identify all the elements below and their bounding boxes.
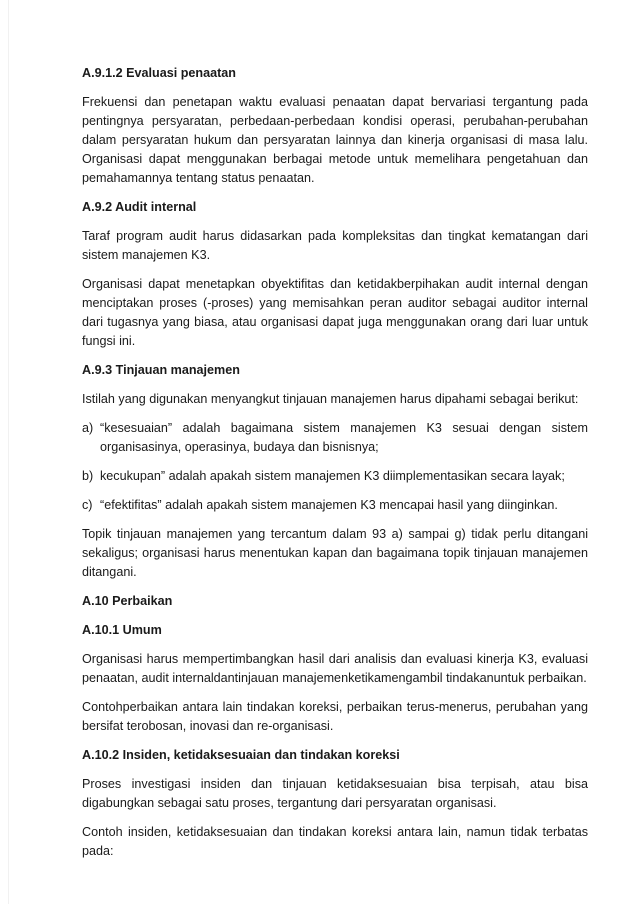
paragraph-istilah: Istilah yang digunakan menyangkut tinjauan manajemen harus dipahami sebagai berikut:	[82, 392, 579, 406]
list-item	[82, 467, 588, 486]
paragraph-contoh-perbaikan: Contohperbaikan antara lain tindakan koreksi, perbaikan terus-menerus, perubahan yang bersifat terobosan, inovasi dan re-organisasi.	[82, 700, 588, 733]
page-content	[82, 64, 588, 871]
list-marker: a)	[82, 421, 94, 435]
list-item	[82, 419, 588, 457]
list-marker: c)	[82, 498, 93, 512]
list-marker: b)	[82, 469, 94, 483]
paragraph-evaluasi-penaatan: Frekuensi dan penetapan waktu evaluasi penaatan dapat bervariasi tergantung pada pentingnya persyaratan, perbedaan-perbedaan kondisi operasi, perubahan-perubahan dalam persyaratan hukum dan persyaratan lainnya dan kinerja organisasi di masa lalu. Organisasi dapat menggunakan berbagai metode untuk memelihara pengetahuan dan pemahamannya tentang status penaatan.	[82, 95, 588, 185]
list-text: “efektifitas” adalah apakah sistem manajemen K3 mencapai hasil yang diinginkan.	[100, 498, 558, 512]
page-edge	[8, 0, 9, 904]
heading-a-10: A.10 Perbaikan	[82, 594, 173, 608]
list-item	[82, 496, 588, 515]
paragraph-contoh-insiden: Contoh insiden, ketidaksesuaian dan tindakan koreksi antara lain, namun tidak terbatas pada:	[82, 825, 588, 858]
heading-a-9-1-2: A.9.1.2 Evaluasi penaatan	[82, 66, 236, 80]
heading-a-9-3: A.9.3 Tinjauan manajemen	[82, 363, 240, 377]
paragraph-audit-obyektifitas: Organisasi dapat menetapkan obyektifitas dan ketidakberpihakan audit internal dengan menciptakan proses (-proses) yang memisahkan peran auditor sebagai auditor internal dari tugasnya yang biasa, atau organisasi dapat juga menggunakan orang dari luar untuk fungsi ini.	[82, 277, 588, 348]
paragraph-topik-tinjauan: Topik tinjauan manajemen yang tercantum dalam 93 a) sampai g) tidak perlu ditangani sekaligus; organisasi harus menentukan kapan dan bagaimana topik tinjauan manajemen ditangani.	[82, 527, 588, 579]
list-text: kecukupan” adalah apakah sistem manajemen K3 diimplementasikan secara layak;	[100, 469, 565, 483]
paragraph-perbaikan-umum: Organisasi harus mempertimbangkan hasil dari analisis dan evaluasi kinerja K3, evaluasi penaatan, audit internaldantinjauan manajemenketikamengambil tindakanuntuk perbaikan.	[82, 652, 588, 685]
heading-a-10-2: A.10.2 Insiden, ketidaksesuaian dan tindakan koreksi	[82, 748, 400, 762]
heading-a-10-1: A.10.1 Umum	[82, 623, 162, 637]
paragraph-audit-taraf: Taraf program audit harus didasarkan pada kompleksitas dan tingkat kematangan dari sistem manajemen K3.	[82, 229, 588, 262]
paragraph-proses-investigasi: Proses investigasi insiden dan tinjauan ketidaksesuaian bisa terpisah, atau bisa digabungkan sebagai satu proses, tergantung dari persyaratan organisasi.	[82, 777, 588, 810]
heading-a-9-2: A.9.2 Audit internal	[82, 200, 197, 214]
list-text: “kesesuaian” adalah bagaimana sistem manajemen K3 sesuai dengan sistem organisasinya, operasinya, budaya dan bisnisnya;	[100, 421, 588, 454]
